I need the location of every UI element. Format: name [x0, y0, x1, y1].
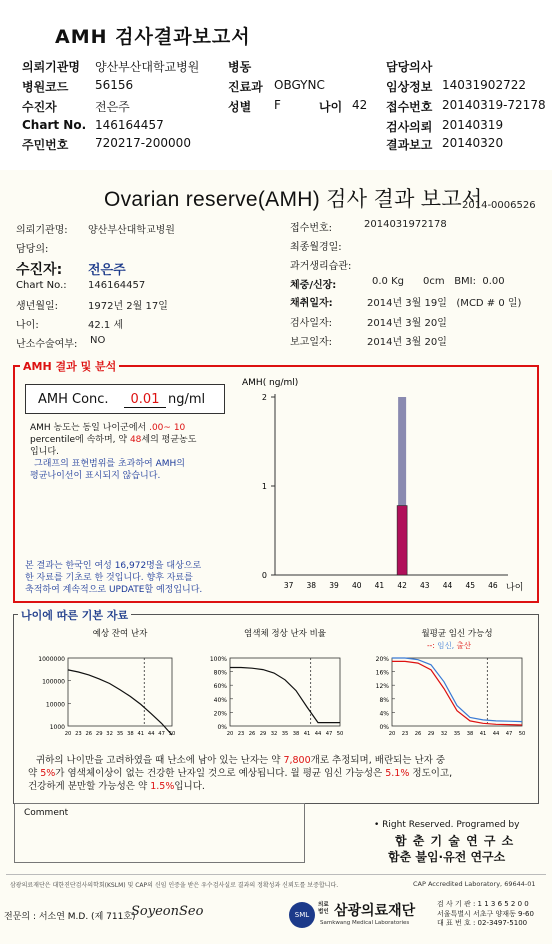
x-tick-label: 23: [75, 731, 82, 736]
chart-title: 월평균 임신 가능성: [421, 629, 493, 639]
y-tick-label: 1000: [49, 724, 65, 731]
certification-note: 삼광의료재단은 대한진단검사의학회(KSLM) 및 CAP의 신임 인증을 받은 우수검사실로 결과의 정확성과 신뢰도를 보증합니다.: [10, 882, 339, 889]
top-field-label: 접수번호: [386, 100, 433, 114]
field-label: 최종월경일:: [290, 242, 342, 253]
field-label: Chart No.:: [16, 280, 67, 291]
x-tick-label: 32: [270, 731, 278, 736]
top-field-label: Chart No.: [22, 118, 87, 132]
doctor-signature-line: 전문의 : 서소연 M.D. (제 711호): [4, 912, 136, 922]
x-tick-label: 20: [226, 731, 234, 736]
institute-name: 함 춘 기 술 연 구 소: [395, 834, 515, 848]
top-field-value: 20140319-72178: [442, 98, 546, 112]
y-tick-label: 20%: [375, 656, 389, 663]
x-tick-label: 41: [303, 731, 311, 736]
comment-label: Comment: [24, 808, 69, 818]
y-tick-label: 20%: [213, 710, 227, 718]
amh-conc-box: [25, 384, 225, 414]
top-field-label: 주민번호: [22, 138, 69, 152]
x-tick-label: 44: [442, 581, 453, 590]
y-tick-label: 1: [261, 482, 267, 491]
field-label: 보고일자:: [290, 337, 333, 348]
field-value: 146164457: [88, 280, 146, 291]
y-tick-label: 12%: [375, 683, 389, 691]
y-tick-label: 10000: [45, 701, 65, 709]
x-tick-label: 20: [388, 731, 396, 736]
field-label: 검사일자:: [290, 318, 333, 329]
top-field-label: 결과보고: [386, 138, 433, 152]
amh-conc-label: AMH Conc.: [38, 392, 109, 407]
amh-by-age-chart: [240, 372, 532, 596]
top-field-label: 임상정보: [386, 80, 433, 94]
range-bar: [398, 397, 406, 506]
top-field-value: 56156: [95, 78, 134, 92]
chart-title: 예상 잔여 난자: [92, 629, 148, 639]
x-tick-label: 35: [453, 731, 461, 736]
x-tick-label: 38: [127, 731, 134, 736]
y-tick-label: 8%: [379, 696, 389, 704]
x-tick-label: 32: [106, 731, 113, 736]
y-tick-label: 40%: [213, 696, 227, 704]
field-label: 난소수술여부:: [16, 339, 78, 350]
sml-logo-icon: SML: [289, 902, 315, 928]
normal-egg-ratio-chart: [200, 626, 348, 736]
top-field-value: 양산부산대학교병원: [95, 60, 200, 74]
x-tick-label: 41: [479, 731, 487, 736]
x-tick-label: 32: [440, 731, 448, 736]
field-label: 체중/신장:: [290, 280, 337, 291]
top-field-value: 20140320: [442, 136, 504, 150]
cap-accreditation: CAP Accredited Laboratory, 69644-01: [413, 880, 536, 888]
chart-title: 염색체 정상 난자 비율: [243, 629, 327, 639]
field-label: 나이:: [16, 320, 39, 331]
y-tick-label: 100%: [209, 656, 227, 663]
comment-box: [14, 803, 305, 863]
legend-entry: 출산: [456, 641, 472, 650]
field-label: 생년월일:: [16, 301, 59, 312]
x-tick-label: 38: [306, 581, 317, 590]
series-line: [230, 668, 340, 723]
x-tick-label: 29: [95, 731, 103, 736]
x-tick-label: 50: [336, 731, 344, 736]
y-tick-label: 80%: [213, 669, 227, 677]
x-tick-label: 23: [401, 731, 409, 736]
x-tick-label: 47: [505, 731, 513, 736]
x-tick-label: 26: [85, 731, 93, 736]
logo-english: Samkwang Medical Laboratories: [320, 920, 410, 926]
top-field-value: 146164457: [95, 118, 164, 132]
x-tick-label: 38: [292, 731, 300, 736]
series-line: [392, 658, 522, 722]
field-label: 과거생리습관:: [290, 261, 352, 272]
page-title: AMH 검사결과보고서: [55, 26, 251, 48]
y-tick-label: 0%: [379, 724, 389, 731]
top-field-value: OBGYNC: [274, 78, 325, 92]
age-label: 나이: [319, 100, 343, 114]
x-tick-label: 41: [137, 731, 145, 736]
x-tick-label: 47: [158, 731, 165, 736]
x-tick-label: 47: [325, 731, 333, 736]
field-value: 1972년 2월 17일: [88, 301, 168, 312]
data-section-heading: 나이에 따른 기본 자료: [18, 607, 131, 623]
lab-address: 검 사 기 관 : 1 1 3 6 5 2 0 0 서울특별시 서초구 양재동 9-60 대 표 번 호 : 02-3497-5100: [437, 900, 534, 927]
y-tick-label: 100000: [42, 678, 65, 686]
institute-name-2: 함춘 불임·유전 연구소: [388, 850, 506, 864]
field-label: 채취일자:: [290, 298, 333, 309]
plot-frame: [68, 658, 172, 726]
field-value: 2014031972178: [364, 219, 447, 230]
rights-line: • Right Reserved. Programed by: [374, 820, 520, 830]
x-tick-label: 44: [147, 731, 155, 736]
top-field-value: 14031902722: [442, 78, 526, 92]
x-tick-label: 35: [281, 731, 289, 736]
x-tick-label: 50: [518, 731, 526, 736]
top-field-label: 성별: [228, 100, 252, 114]
field-label: 담당의:: [16, 244, 49, 255]
legend: --: 임신, 출산: [426, 641, 472, 650]
signature: SoyeonSeo: [131, 904, 204, 919]
x-tick-label: 23: [237, 731, 245, 736]
data-summary: 귀하의 나이만을 고려하였을 때 난소에 남아 있는 난자는 약 7,800개로 추정되며, 배란되는 난자 중 약 5%가 염색체이상이 없는 건강한 난자일 것으로 예상됩니다. 월 평균 임신 가능성은 5.1% 정도이고, 건강하게 분만할 가능성은 약 1.5%입니다.: [28, 755, 453, 792]
field-value: 0.0 Kg 0cm BMI: 0.00: [372, 276, 505, 287]
series-line: [392, 661, 522, 725]
field-value: 2014년 3월 20일: [367, 337, 447, 348]
x-tick-label: 39: [329, 581, 339, 590]
field-value: 양산부산대학교병원: [88, 225, 175, 236]
y-tick-label: 1000000: [38, 656, 65, 663]
top-field-label: 병원코드: [22, 80, 69, 94]
y-tick-label: 0: [261, 571, 267, 580]
y-tick-label: 0%: [217, 724, 227, 731]
amh-interpretation: AMH 농도는 동일 나이군에서 .00~ 10 percentile에 속하며, 약 48세의 평균농도 입니다. 그래프의 표현범위를 초과하여 AMH의 평균나이선이 표시되지 않습니다.: [30, 423, 197, 481]
x-tick-label: 44: [492, 731, 500, 736]
document-number: 2014-0006526: [462, 200, 536, 211]
top-field-value: 20140319: [442, 118, 504, 132]
y-tick-label: 2: [261, 393, 267, 402]
plot-frame: [392, 658, 522, 726]
value-bar: [397, 506, 407, 575]
x-tick-label: 40: [351, 581, 362, 590]
amh-section-heading: AMH 결과 및 분석: [20, 358, 119, 374]
patient-label: 수진자:: [16, 262, 63, 278]
x-tick-label: 29: [427, 731, 435, 736]
x-tick-label: 26: [414, 731, 422, 736]
field-value: NO: [90, 335, 106, 346]
pregnancy-chance-chart: [360, 626, 530, 736]
top-field-label: 병동: [228, 60, 252, 74]
amh-footnote: 본 결과는 한국인 여성 16,972명을 대상으로 한 자료를 기초로 한 것입니다. 향후 자료를 축적하여 계속적으로 UPDATE할 예정입니다.: [25, 561, 203, 595]
top-field-label: 검사의뢰: [386, 120, 433, 134]
report-title: Ovarian reserve(AMH) 검사 결과 보고서: [104, 188, 483, 211]
field-value: 42.1 세: [88, 320, 124, 331]
y-tick-label: 4%: [379, 710, 389, 718]
field-value: 2014년 3월 19일 (MCD # 0 일): [367, 298, 522, 309]
top-field-value: 전은주: [95, 100, 130, 114]
x-tick-label: 44: [314, 731, 322, 736]
field-label: 접수번호:: [290, 223, 333, 234]
x-tick-label: 42: [397, 581, 407, 590]
y-tick-label: 60%: [213, 683, 227, 691]
series-line: [68, 670, 172, 735]
x-tick-label: 37: [283, 581, 294, 590]
x-tick-label: 35: [116, 731, 124, 736]
logo-name: 삼광의료재단: [334, 903, 416, 919]
age-value: 42: [352, 98, 368, 112]
top-field-label: 담당의사: [386, 60, 433, 74]
x-axis-label: 나이: [506, 583, 524, 593]
top-field-value: F: [274, 98, 281, 112]
amh-conc-value: 0.01: [124, 392, 166, 408]
x-tick-label: 45: [465, 581, 475, 590]
field-label: 의뢰기관명:: [16, 225, 68, 236]
y-axis-label: AMH( ng/ml): [242, 378, 299, 388]
x-tick-label: 46: [488, 581, 498, 590]
x-tick-label: 50: [168, 731, 176, 736]
x-tick-label: 26: [248, 731, 256, 736]
y-tick-label: 16%: [375, 669, 389, 677]
top-field-label: 수진자: [22, 100, 57, 114]
x-tick-label: 41: [374, 581, 385, 590]
amh-conc-unit: ng/ml: [168, 392, 206, 407]
legend-entry: 임신,: [437, 641, 457, 650]
field-value: 2014년 3월 20일: [367, 318, 447, 329]
top-field-label: 의뢰기관명: [22, 60, 80, 74]
x-tick-label: 43: [420, 581, 430, 590]
x-tick-label: 38: [466, 731, 474, 736]
footer-divider: [6, 874, 546, 875]
x-tick-label: 29: [259, 731, 267, 736]
x-tick-label: 20: [64, 731, 72, 736]
remaining-eggs-chart: [22, 626, 180, 736]
logo-corp-mark: 의료 법인: [318, 902, 329, 915]
patient-name: 전은주: [88, 263, 126, 278]
top-field-label: 진료과: [228, 80, 263, 94]
top-field-value: 720217-200000: [95, 136, 191, 150]
